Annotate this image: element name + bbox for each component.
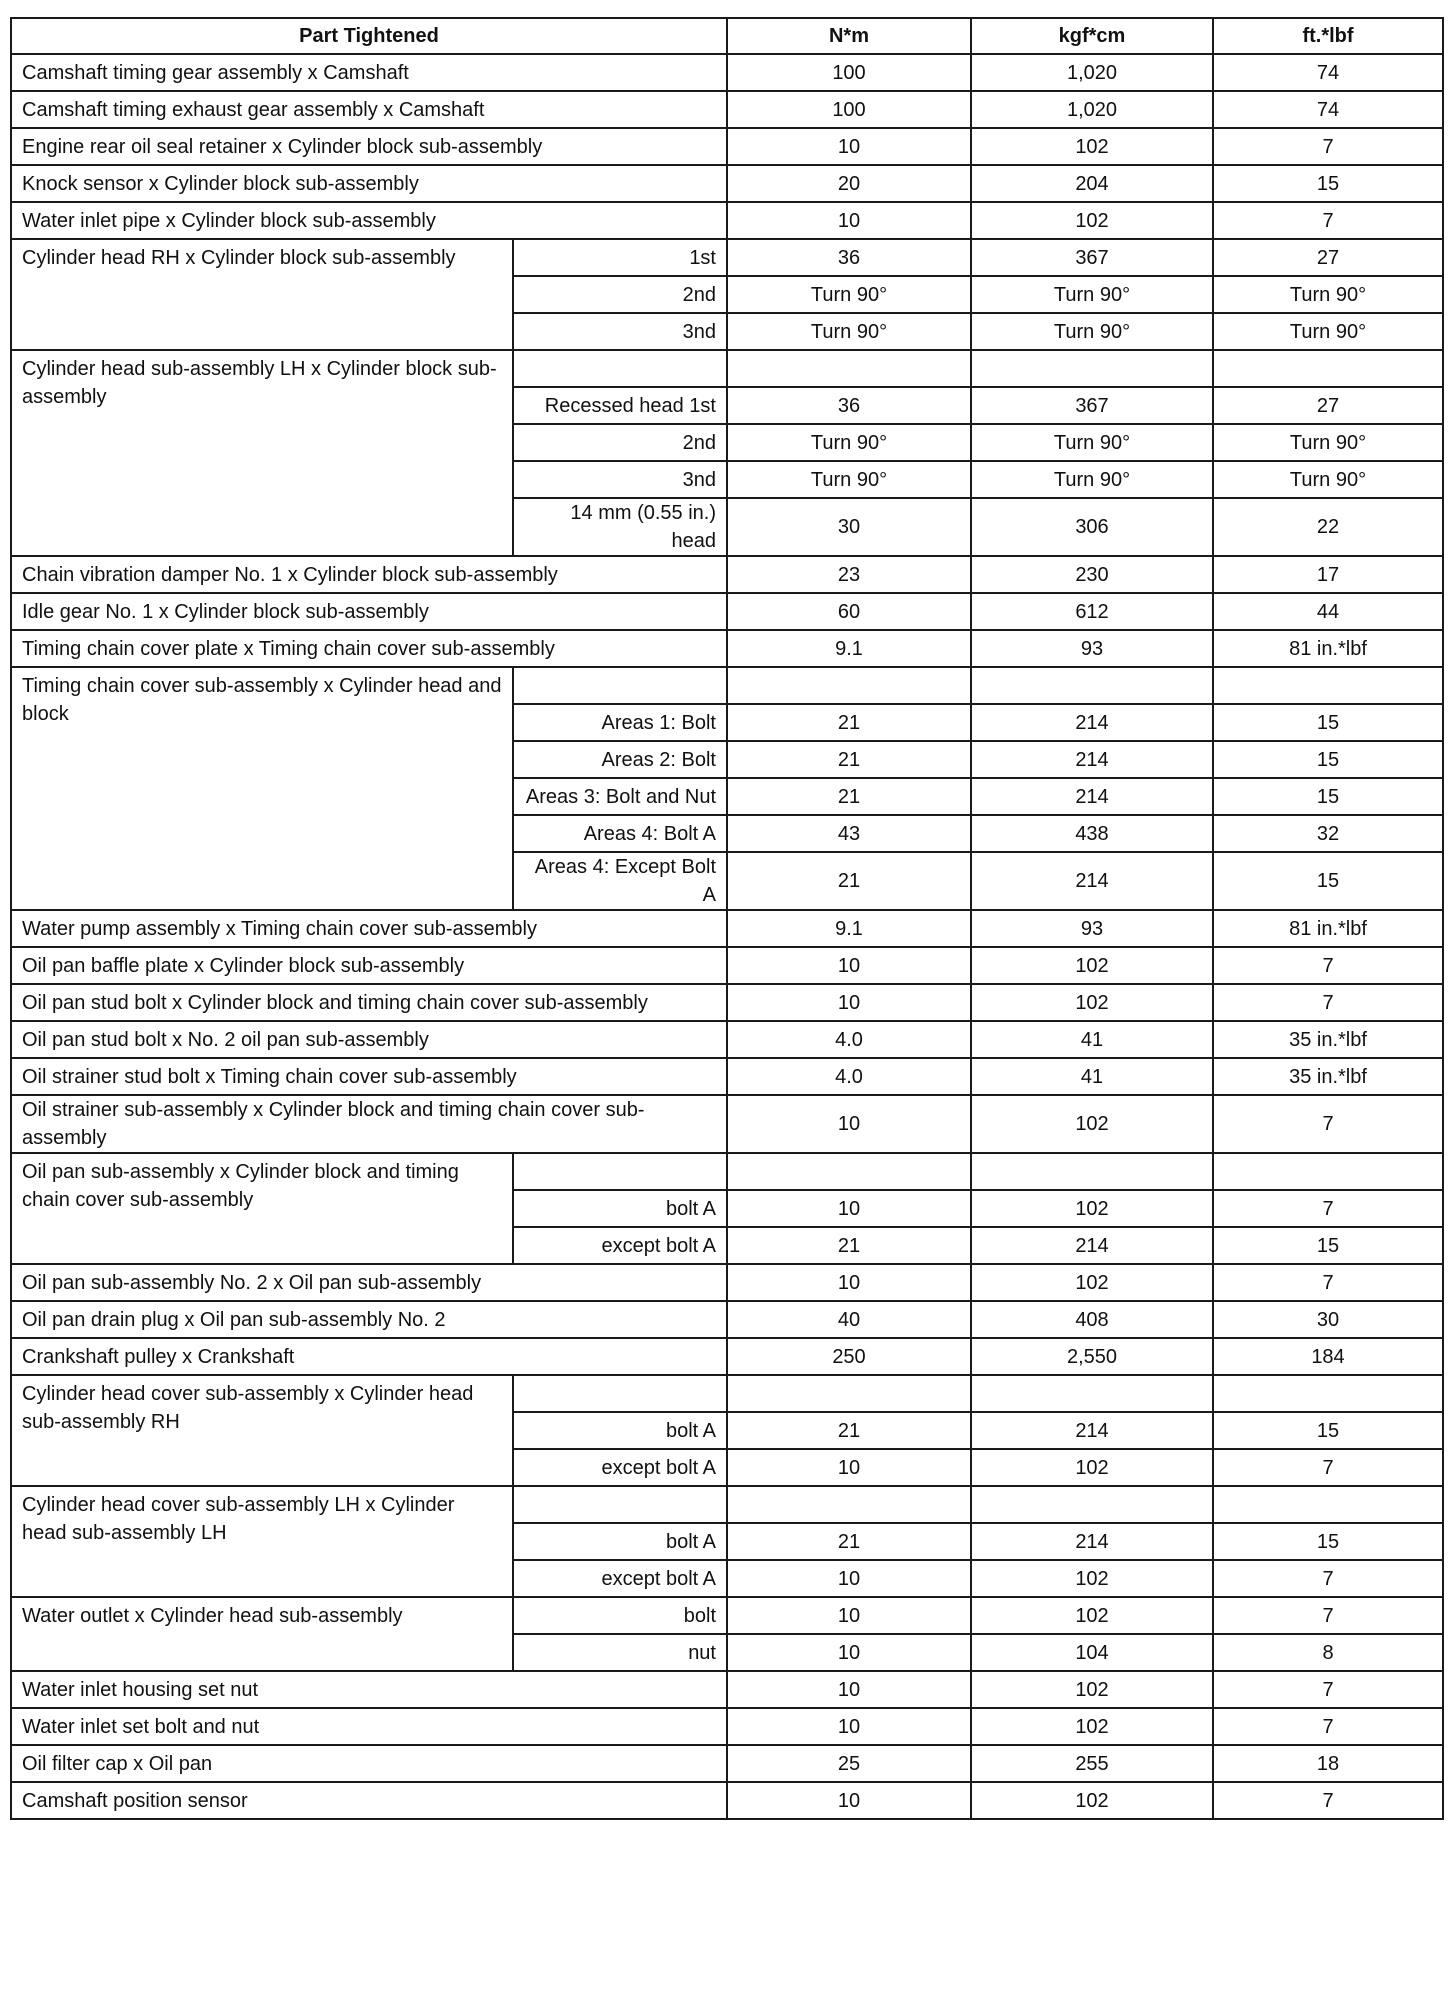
value-kgf-cm: Turn 90° — [971, 313, 1213, 350]
value-ft-lbf: 15 — [1213, 704, 1443, 741]
value-nm: 21 — [727, 778, 971, 815]
value-nm: 10 — [727, 1264, 971, 1301]
value-kgf-cm: 41 — [971, 1021, 1213, 1058]
value-kgf-cm: 1,020 — [971, 91, 1213, 128]
sub-step-label: Areas 4: Bolt A — [513, 815, 727, 852]
value-nm: 100 — [727, 91, 971, 128]
value-ft-lbf: 7 — [1213, 1449, 1443, 1486]
value-ft-lbf: 7 — [1213, 1190, 1443, 1227]
value-kgf-cm: 214 — [971, 1227, 1213, 1264]
sub-step-label — [513, 1375, 727, 1412]
value-ft-lbf — [1213, 1153, 1443, 1190]
value-kgf-cm: Turn 90° — [971, 424, 1213, 461]
value-ft-lbf: 7 — [1213, 1264, 1443, 1301]
value-ft-lbf: 30 — [1213, 1301, 1443, 1338]
value-kgf-cm: 204 — [971, 165, 1213, 202]
value-ft-lbf: Turn 90° — [1213, 313, 1443, 350]
part-name: Cylinder head RH x Cylinder block sub-assembly — [11, 239, 513, 350]
value-nm: 10 — [727, 1190, 971, 1227]
part-name: Oil pan stud bolt x Cylinder block and timing chain cover sub-assembly — [11, 984, 727, 1021]
header-ft-lbf: ft.*lbf — [1213, 18, 1443, 54]
table-row — [11, 165, 1443, 202]
value-ft-lbf: 184 — [1213, 1338, 1443, 1375]
value-nm: 36 — [727, 387, 971, 424]
value-ft-lbf: Turn 90° — [1213, 424, 1443, 461]
value-nm: 21 — [727, 704, 971, 741]
header-nm: N*m — [727, 18, 971, 54]
value-kgf-cm: 102 — [971, 1560, 1213, 1597]
value-kgf-cm — [971, 1153, 1213, 1190]
table-row — [11, 54, 1443, 91]
value-nm: 20 — [727, 165, 971, 202]
value-kgf-cm: 367 — [971, 387, 1213, 424]
part-name: Water pump assembly x Timing chain cover sub-assembly — [11, 910, 727, 947]
value-nm: 10 — [727, 202, 971, 239]
part-name: Knock sensor x Cylinder block sub-assembly — [11, 165, 727, 202]
table-row — [11, 1153, 1443, 1190]
value-kgf-cm: 102 — [971, 1095, 1213, 1153]
sub-step-label: 3nd — [513, 461, 727, 498]
part-name: Oil pan sub-assembly No. 2 x Oil pan sub-assembly — [11, 1264, 727, 1301]
value-ft-lbf: 7 — [1213, 1560, 1443, 1597]
sub-step-label: bolt A — [513, 1412, 727, 1449]
value-nm: 100 — [727, 54, 971, 91]
value-kgf-cm: Turn 90° — [971, 461, 1213, 498]
value-ft-lbf: 7 — [1213, 1708, 1443, 1745]
value-kgf-cm: 612 — [971, 593, 1213, 630]
value-ft-lbf — [1213, 1375, 1443, 1412]
table-row — [11, 1745, 1443, 1782]
value-ft-lbf: 35 in.*lbf — [1213, 1058, 1443, 1095]
part-name: Chain vibration damper No. 1 x Cylinder block sub-assembly — [11, 556, 727, 593]
value-ft-lbf: 15 — [1213, 778, 1443, 815]
part-name: Oil filter cap x Oil pan — [11, 1745, 727, 1782]
value-kgf-cm: 214 — [971, 778, 1213, 815]
part-name: Cylinder head cover sub-assembly LH x Cylinder head sub-assembly LH — [11, 1486, 513, 1597]
value-kgf-cm: 214 — [971, 741, 1213, 778]
part-name: Oil pan stud bolt x No. 2 oil pan sub-assembly — [11, 1021, 727, 1058]
value-nm: 10 — [727, 947, 971, 984]
value-kgf-cm: 2,550 — [971, 1338, 1213, 1375]
table-row — [11, 202, 1443, 239]
part-name: Camshaft timing exhaust gear assembly x Camshaft — [11, 91, 727, 128]
value-ft-lbf: 7 — [1213, 947, 1443, 984]
value-nm: 10 — [727, 1597, 971, 1634]
value-kgf-cm: 102 — [971, 1264, 1213, 1301]
value-ft-lbf — [1213, 1486, 1443, 1523]
value-ft-lbf: 7 — [1213, 202, 1443, 239]
sub-step-label: bolt — [513, 1597, 727, 1634]
sub-step-label: except bolt A — [513, 1449, 727, 1486]
value-kgf-cm: 255 — [971, 1745, 1213, 1782]
value-nm: Turn 90° — [727, 276, 971, 313]
value-kgf-cm: 102 — [971, 1597, 1213, 1634]
value-kgf-cm: 438 — [971, 815, 1213, 852]
table-row — [11, 128, 1443, 165]
header-kgf-cm: kgf*cm — [971, 18, 1213, 54]
value-nm: 21 — [727, 741, 971, 778]
part-name: Water inlet pipe x Cylinder block sub-assembly — [11, 202, 727, 239]
value-nm: 21 — [727, 1523, 971, 1560]
table-body — [11, 54, 1443, 1819]
value-kgf-cm: 408 — [971, 1301, 1213, 1338]
sub-step-label: Recessed head 1st — [513, 387, 727, 424]
sub-step-label: 2nd — [513, 276, 727, 313]
part-name: Oil pan baffle plate x Cylinder block sub-assembly — [11, 947, 727, 984]
value-kgf-cm: 1,020 — [971, 54, 1213, 91]
torque-spec-table — [10, 17, 1444, 1820]
sub-step-label: Areas 3: Bolt and Nut — [513, 778, 727, 815]
table-row — [11, 984, 1443, 1021]
table-row — [11, 91, 1443, 128]
part-name: Timing chain cover sub-assembly x Cylinder head and block — [11, 667, 513, 910]
value-nm: 10 — [727, 1634, 971, 1671]
value-kgf-cm: Turn 90° — [971, 276, 1213, 313]
value-nm: 10 — [727, 984, 971, 1021]
part-name: Crankshaft pulley x Crankshaft — [11, 1338, 727, 1375]
part-name: Oil pan drain plug x Oil pan sub-assembly No. 2 — [11, 1301, 727, 1338]
value-ft-lbf: 27 — [1213, 387, 1443, 424]
table-row — [11, 593, 1443, 630]
value-kgf-cm: 93 — [971, 910, 1213, 947]
value-ft-lbf: 15 — [1213, 852, 1443, 910]
value-kgf-cm: 214 — [971, 1412, 1213, 1449]
value-kgf-cm: 102 — [971, 947, 1213, 984]
value-ft-lbf: 81 in.*lbf — [1213, 630, 1443, 667]
value-nm: 9.1 — [727, 910, 971, 947]
value-kgf-cm: 102 — [971, 128, 1213, 165]
value-kgf-cm: 102 — [971, 984, 1213, 1021]
table-row — [11, 1058, 1443, 1095]
value-ft-lbf — [1213, 350, 1443, 387]
value-ft-lbf: 17 — [1213, 556, 1443, 593]
value-ft-lbf: Turn 90° — [1213, 461, 1443, 498]
value-nm: Turn 90° — [727, 424, 971, 461]
value-kgf-cm — [971, 1486, 1213, 1523]
sub-step-label: except bolt A — [513, 1227, 727, 1264]
value-ft-lbf: 7 — [1213, 1671, 1443, 1708]
value-ft-lbf: 74 — [1213, 54, 1443, 91]
value-nm: 10 — [727, 1560, 971, 1597]
value-nm — [727, 1486, 971, 1523]
value-kgf-cm: 102 — [971, 1708, 1213, 1745]
table-row — [11, 630, 1443, 667]
value-nm: 250 — [727, 1338, 971, 1375]
part-name: Camshaft position sensor — [11, 1782, 727, 1819]
value-nm: 4.0 — [727, 1021, 971, 1058]
value-kgf-cm: 102 — [971, 202, 1213, 239]
value-ft-lbf: 7 — [1213, 984, 1443, 1021]
sub-step-label: 1st — [513, 239, 727, 276]
sub-step-label: bolt A — [513, 1190, 727, 1227]
sub-step-label: 2nd — [513, 424, 727, 461]
value-nm: 21 — [727, 1227, 971, 1264]
value-ft-lbf: 7 — [1213, 128, 1443, 165]
part-name: Timing chain cover plate x Timing chain cover sub-assembly — [11, 630, 727, 667]
value-kgf-cm: 93 — [971, 630, 1213, 667]
table-row — [11, 1095, 1443, 1153]
value-nm: 9.1 — [727, 630, 971, 667]
value-nm — [727, 1153, 971, 1190]
sub-step-label: nut — [513, 1634, 727, 1671]
part-name: Camshaft timing gear assembly x Camshaft — [11, 54, 727, 91]
value-ft-lbf: 74 — [1213, 91, 1443, 128]
part-name: Water inlet set bolt and nut — [11, 1708, 727, 1745]
value-kgf-cm: 102 — [971, 1782, 1213, 1819]
value-ft-lbf: 35 in.*lbf — [1213, 1021, 1443, 1058]
sub-step-label: Areas 1: Bolt — [513, 704, 727, 741]
value-kgf-cm: 102 — [971, 1671, 1213, 1708]
value-kgf-cm: 104 — [971, 1634, 1213, 1671]
value-ft-lbf: 7 — [1213, 1095, 1443, 1153]
table-row — [11, 947, 1443, 984]
value-ft-lbf: 7 — [1213, 1782, 1443, 1819]
table-row — [11, 1338, 1443, 1375]
value-nm: 25 — [727, 1745, 971, 1782]
value-nm: 10 — [727, 1449, 971, 1486]
sub-step-label: Areas 2: Bolt — [513, 741, 727, 778]
value-kgf-cm: 214 — [971, 852, 1213, 910]
part-name: Idle gear No. 1 x Cylinder block sub-assembly — [11, 593, 727, 630]
sub-step-label — [513, 1486, 727, 1523]
sub-step-label — [513, 1153, 727, 1190]
value-nm — [727, 350, 971, 387]
table-row — [11, 1264, 1443, 1301]
value-nm: 10 — [727, 1671, 971, 1708]
value-ft-lbf: 15 — [1213, 1412, 1443, 1449]
value-nm: 21 — [727, 1412, 971, 1449]
table-row — [11, 556, 1443, 593]
table-row — [11, 239, 1443, 276]
table-row — [11, 1597, 1443, 1634]
value-ft-lbf: Turn 90° — [1213, 276, 1443, 313]
value-nm: 21 — [727, 852, 971, 910]
table-row — [11, 1782, 1443, 1819]
table-row — [11, 350, 1443, 387]
value-nm: 4.0 — [727, 1058, 971, 1095]
sub-step-label: Areas 4: Except Bolt A — [513, 852, 727, 910]
value-nm: 43 — [727, 815, 971, 852]
part-name: Cylinder head sub-assembly LH x Cylinder block sub-assembly — [11, 350, 513, 556]
value-nm: 10 — [727, 1708, 971, 1745]
part-name: Oil strainer stud bolt x Timing chain cover sub-assembly — [11, 1058, 727, 1095]
part-name: Water inlet housing set nut — [11, 1671, 727, 1708]
sub-step-label: except bolt A — [513, 1560, 727, 1597]
value-ft-lbf: 15 — [1213, 741, 1443, 778]
value-ft-lbf — [1213, 667, 1443, 704]
value-ft-lbf: 15 — [1213, 165, 1443, 202]
value-nm — [727, 667, 971, 704]
table-row — [11, 1671, 1443, 1708]
value-kgf-cm: 306 — [971, 498, 1213, 556]
table-row — [11, 1375, 1443, 1412]
value-ft-lbf: 32 — [1213, 815, 1443, 852]
value-nm: 10 — [727, 128, 971, 165]
value-kgf-cm — [971, 1375, 1213, 1412]
value-ft-lbf: 8 — [1213, 1634, 1443, 1671]
value-nm: 23 — [727, 556, 971, 593]
value-ft-lbf: 81 in.*lbf — [1213, 910, 1443, 947]
value-ft-lbf: 7 — [1213, 1597, 1443, 1634]
value-kgf-cm: 214 — [971, 1523, 1213, 1560]
value-ft-lbf: 22 — [1213, 498, 1443, 556]
value-kgf-cm: 102 — [971, 1449, 1213, 1486]
table-row — [11, 1021, 1443, 1058]
value-nm: 60 — [727, 593, 971, 630]
value-kgf-cm: 230 — [971, 556, 1213, 593]
sub-step-label — [513, 667, 727, 704]
part-name: Water outlet x Cylinder head sub-assembly — [11, 1597, 513, 1671]
value-kgf-cm — [971, 350, 1213, 387]
header-row — [11, 18, 1443, 54]
value-ft-lbf: 15 — [1213, 1227, 1443, 1264]
part-name: Engine rear oil seal retainer x Cylinder block sub-assembly — [11, 128, 727, 165]
header-part-tightened: Part Tightened — [11, 18, 727, 54]
value-kgf-cm — [971, 667, 1213, 704]
table-row — [11, 1708, 1443, 1745]
value-ft-lbf: 18 — [1213, 1745, 1443, 1782]
value-nm: 30 — [727, 498, 971, 556]
value-nm: 40 — [727, 1301, 971, 1338]
part-name: Oil pan sub-assembly x Cylinder block and timing chain cover sub-assembly — [11, 1153, 513, 1264]
value-kgf-cm: 214 — [971, 704, 1213, 741]
table-row — [11, 1301, 1443, 1338]
value-kgf-cm: 367 — [971, 239, 1213, 276]
value-ft-lbf: 44 — [1213, 593, 1443, 630]
table-row — [11, 1486, 1443, 1523]
value-kgf-cm: 102 — [971, 1190, 1213, 1227]
value-nm — [727, 1375, 971, 1412]
sub-step-label — [513, 350, 727, 387]
part-name: Cylinder head cover sub-assembly x Cylinder head sub-assembly RH — [11, 1375, 513, 1486]
sub-step-label: bolt A — [513, 1523, 727, 1560]
sub-step-label: 3nd — [513, 313, 727, 350]
value-nm: Turn 90° — [727, 313, 971, 350]
value-ft-lbf: 15 — [1213, 1523, 1443, 1560]
value-ft-lbf: 27 — [1213, 239, 1443, 276]
table-row — [11, 910, 1443, 947]
table-row — [11, 667, 1443, 704]
sub-step-label: 14 mm (0.55 in.) head — [513, 498, 727, 556]
value-nm: Turn 90° — [727, 461, 971, 498]
value-nm: 10 — [727, 1095, 971, 1153]
value-nm: 10 — [727, 1782, 971, 1819]
value-nm: 36 — [727, 239, 971, 276]
value-kgf-cm: 41 — [971, 1058, 1213, 1095]
part-name: Oil strainer sub-assembly x Cylinder block and timing chain cover sub-assembly — [11, 1095, 727, 1153]
